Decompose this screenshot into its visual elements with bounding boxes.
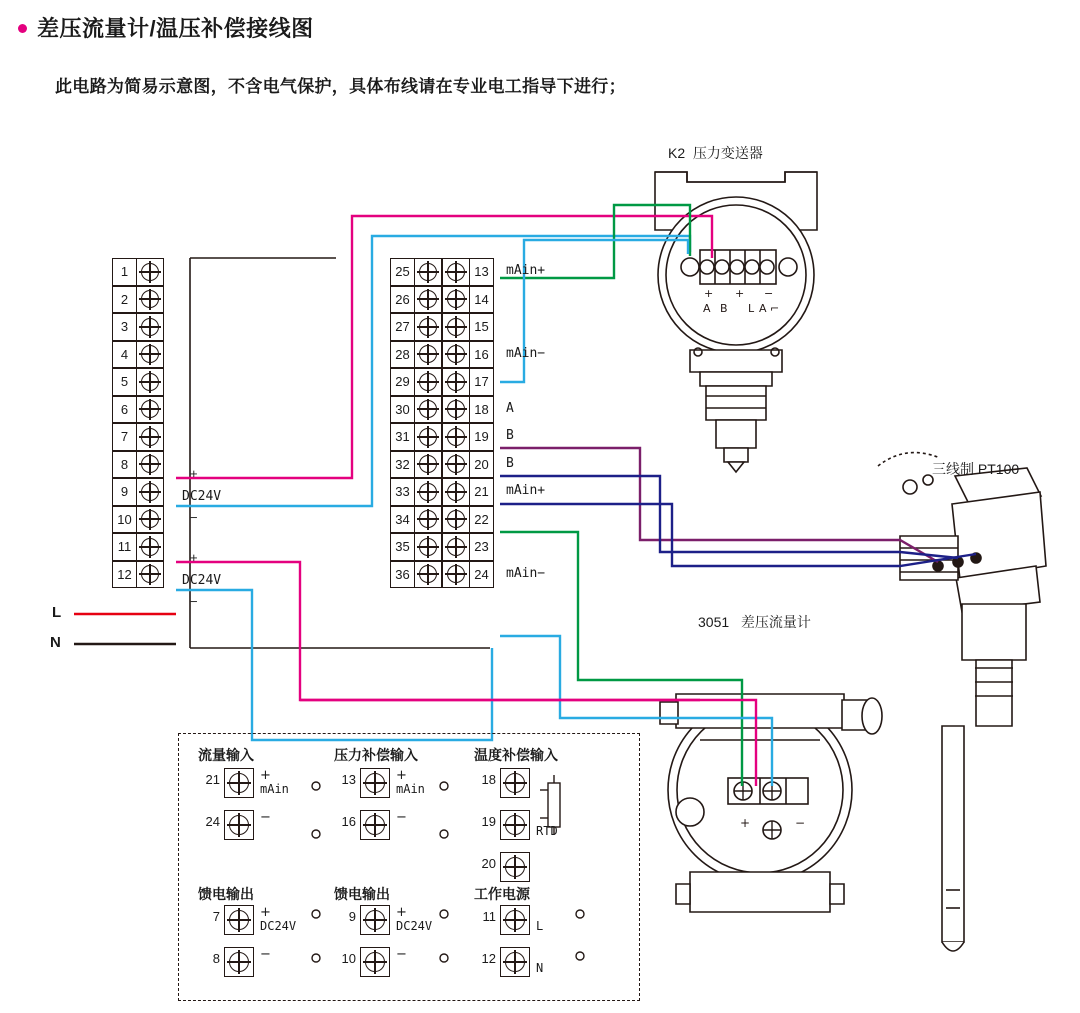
legend-title-3: 馈电输出 — [198, 886, 254, 902]
terminal-row[interactable] — [390, 396, 580, 424]
terminal-row[interactable] — [112, 341, 190, 369]
legend-terminal-row — [332, 768, 482, 800]
terminal-row[interactable] — [112, 258, 190, 286]
left-ann-10-sign: − — [190, 594, 198, 609]
terminal-row[interactable] — [390, 423, 580, 451]
terminal-ring-right-icon — [447, 483, 465, 501]
terminal-ring-icon — [141, 538, 159, 556]
terminal-number-left: 31 — [390, 423, 414, 451]
left-ann-7-text: DC24V — [182, 489, 222, 504]
legend-terminal-note: mAin — [396, 782, 425, 796]
legend-terminal-row — [332, 905, 482, 937]
terminal-number-right: 14 — [470, 286, 494, 314]
terminal-ring-icon — [141, 318, 159, 336]
terminal-row[interactable] — [390, 341, 580, 369]
rtd-device — [878, 453, 1046, 951]
terminal-row[interactable] — [390, 368, 580, 396]
legend-terminal-row — [472, 768, 622, 800]
legend-terminal-number: 12 — [481, 951, 496, 966]
legend-terminal-row — [472, 947, 622, 979]
terminal-ring-right-icon — [447, 510, 465, 528]
terminal-signal-label: A — [506, 400, 514, 416]
legend-terminal-ring-icon — [229, 773, 249, 793]
terminal-ring-right-icon — [447, 290, 465, 308]
legend-terminal-number: 24 — [205, 814, 220, 829]
terminal-number-right: 24 — [470, 561, 494, 589]
mains-l-label: L — [52, 604, 62, 621]
legend-terminal-row — [472, 810, 622, 842]
terminal-ring-right-icon — [447, 373, 465, 391]
terminal-ring-right-icon — [447, 455, 465, 473]
terminal-number-left: 26 — [390, 286, 414, 314]
legend-terminal-ring-icon — [365, 815, 385, 835]
terminal-ring-icon — [141, 290, 159, 308]
terminal-ring-right-icon — [447, 565, 465, 583]
terminal-number-right: 16 — [470, 341, 494, 369]
legend-terminal-sign: + — [260, 905, 271, 920]
terminal-number-right: 17 — [470, 368, 494, 396]
terminal-number-left: 33 — [390, 478, 414, 506]
terminal-row[interactable] — [112, 396, 190, 424]
legend-terminal-number: 18 — [481, 772, 496, 787]
terminal-row[interactable] — [390, 286, 580, 314]
legend-terminal-number: 13 — [341, 772, 356, 787]
terminal-ring-icon — [141, 565, 159, 583]
terminal-number: 6 — [112, 396, 136, 424]
legend-terminal-row — [472, 852, 622, 884]
terminal-number: 7 — [112, 423, 136, 451]
legend-terminal-sign: + — [396, 905, 407, 920]
wire-cyan-4 — [176, 590, 492, 740]
legend-terminal-number: 10 — [341, 951, 356, 966]
terminal-number-left: 32 — [390, 451, 414, 479]
terminal-number: 3 — [112, 313, 136, 341]
terminal-ring-left-icon — [419, 373, 437, 391]
terminal-signal-label: mAin− — [506, 565, 546, 581]
terminal-number-left: 25 — [390, 258, 414, 286]
legend-terminal-sign: − — [260, 810, 271, 825]
legend-terminal-note: DC24V — [260, 919, 297, 933]
legend-terminal-row — [332, 947, 482, 979]
rtd-caption: 三线制 PT100 — [932, 461, 1020, 477]
legend-terminal-ring-icon — [365, 952, 385, 972]
left-terminal-block[interactable] — [112, 258, 190, 588]
svg-text:B: B — [720, 302, 728, 315]
terminal-number-right: 15 — [470, 313, 494, 341]
legend-terminal-ring-icon — [505, 773, 525, 793]
fm-tag: 3051 — [698, 614, 730, 630]
pt-tag: K2 — [668, 145, 686, 161]
legend-title-4: 馈电输出 — [334, 886, 390, 902]
terminal-number-right: 21 — [470, 478, 494, 506]
subtitle-text: 此电路为简易示意图，不含电气保护，具体布线请在专业电工指导下进行； — [55, 77, 626, 96]
svg-text:L: L — [748, 302, 755, 315]
left-ann-9-sign: + — [190, 550, 198, 565]
legend-terminal-ring-icon — [505, 815, 525, 835]
mains-n-label: N — [50, 634, 61, 651]
legend-terminal-ring-icon — [229, 952, 249, 972]
terminal-number: 4 — [112, 341, 136, 369]
legend-terminal-sign: − — [396, 810, 407, 825]
terminal-row[interactable] — [390, 258, 580, 286]
terminal-ring-left-icon — [419, 565, 437, 583]
terminal-ring-right-icon — [447, 318, 465, 336]
terminal-number: 8 — [112, 451, 136, 479]
terminal-number: 5 — [112, 368, 136, 396]
svg-text:A: A — [703, 302, 711, 315]
svg-text:−: − — [764, 287, 774, 300]
terminal-number: 1 — [112, 258, 136, 286]
legend-terminal-note: L — [536, 919, 544, 933]
terminal-ring-icon — [141, 428, 159, 446]
terminal-number: 12 — [112, 561, 136, 589]
terminal-number: 2 — [112, 286, 136, 314]
svg-text:+: + — [740, 816, 751, 830]
terminal-ring-left-icon — [419, 263, 437, 281]
legend-title-0: 流量输入 — [198, 747, 254, 763]
legend-terminal-number: 11 — [482, 909, 496, 924]
mid-terminal-block[interactable] — [390, 258, 580, 588]
svg-text:A: A — [759, 302, 767, 315]
legend-terminal-row — [472, 905, 622, 937]
pt-name: 压力变送器 — [692, 145, 763, 161]
legend-terminal-number: 8 — [212, 951, 220, 966]
terminal-number-left: 34 — [390, 506, 414, 534]
terminal-number-right: 18 — [470, 396, 494, 424]
legend-terminal-ring-icon — [505, 910, 525, 930]
terminal-ring-icon — [141, 400, 159, 418]
legend-terminal-ring-icon — [365, 910, 385, 930]
legend-terminal-sign: + — [260, 768, 271, 783]
terminal-number-right: 13 — [470, 258, 494, 286]
terminal-row[interactable] — [112, 506, 190, 534]
terminal-ring-icon — [141, 345, 159, 363]
legend-terminal-row — [332, 810, 482, 842]
legend-terminal-row — [196, 768, 346, 800]
terminal-number: 10 — [112, 506, 136, 534]
terminal-row[interactable] — [112, 478, 190, 506]
legend-terminal-number: 9 — [348, 909, 356, 924]
terminal-ring-right-icon — [447, 400, 465, 418]
terminal-row[interactable] — [390, 313, 580, 341]
terminal-row[interactable] — [390, 506, 580, 534]
legend-terminal-ring-icon — [505, 952, 525, 972]
title-text: 差压流量计/温压补偿接线图 — [37, 16, 314, 41]
legend-title-5: 工作电源 — [474, 886, 530, 902]
terminal-ring-right-icon — [447, 263, 465, 281]
terminal-signal-label: mAin+ — [506, 483, 546, 498]
legend-terminal-ring-icon — [229, 815, 249, 835]
svg-text:+: + — [735, 287, 745, 300]
terminal-signal-label: mAin+ — [506, 263, 546, 278]
terminal-number-left: 36 — [390, 561, 414, 589]
legend-terminal-row — [196, 905, 346, 937]
legend-terminal-sign: + — [396, 768, 407, 783]
legend-terminal-sign: − — [396, 947, 407, 962]
left-ann-8-sign: − — [190, 510, 198, 525]
terminal-row[interactable] — [112, 313, 190, 341]
terminal-ring-icon — [141, 455, 159, 473]
terminal-number-left: 27 — [390, 313, 414, 341]
legend-terminal-number: 21 — [205, 772, 220, 787]
terminal-row[interactable] — [390, 533, 580, 561]
svg-text:−: − — [795, 816, 806, 830]
terminal-number-right: 20 — [470, 451, 494, 479]
pressure-transmitter-caption — [668, 143, 763, 163]
legend-terminal-ring-icon — [505, 857, 525, 877]
terminal-row[interactable] — [112, 368, 190, 396]
legend-terminal-sign: − — [260, 947, 271, 962]
legend-terminal-number: 19 — [481, 814, 496, 829]
legend-terminal-ring-icon — [365, 773, 385, 793]
terminal-number-right: 23 — [470, 533, 494, 561]
terminal-ring-left-icon — [419, 538, 437, 556]
fm-name: 差压流量计 — [740, 614, 811, 630]
terminal-number-left: 35 — [390, 533, 414, 561]
terminal-row[interactable] — [112, 451, 190, 479]
terminal-ring-left-icon — [419, 345, 437, 363]
terminal-row[interactable] — [112, 533, 190, 561]
terminal-number-right: 19 — [470, 423, 494, 451]
terminal-ring-left-icon — [419, 318, 437, 336]
legend-terminal-number: 20 — [481, 856, 496, 871]
terminal-number: 9 — [112, 478, 136, 506]
legend-terminal-note: DC24V — [396, 919, 433, 933]
svg-text:+: + — [704, 287, 714, 300]
terminal-row[interactable] — [112, 561, 190, 589]
terminal-ring-left-icon — [419, 290, 437, 308]
legend-title-2: 温度补偿输入 — [474, 747, 558, 763]
legend-terminal-row — [196, 947, 346, 979]
terminal-row[interactable] — [112, 286, 190, 314]
terminal-row[interactable] — [390, 561, 580, 589]
terminal-number-right: 22 — [470, 506, 494, 534]
terminal-ring-left-icon — [419, 483, 437, 501]
legend-terminal-note: N — [536, 961, 544, 975]
legend-terminal-note: RTD — [536, 824, 558, 838]
terminal-ring-right-icon — [447, 345, 465, 363]
terminal-ring-right-icon — [447, 538, 465, 556]
legend-terminal-note: mAin — [260, 782, 289, 796]
legend-title-1: 压力补偿输入 — [334, 747, 418, 763]
legend-terminal-ring-icon — [229, 910, 249, 930]
terminal-ring-left-icon — [419, 455, 437, 473]
terminal-row[interactable] — [390, 451, 580, 479]
terminal-signal-label: B — [506, 428, 514, 443]
terminal-ring-right-icon — [447, 428, 465, 446]
terminal-signal-label: B — [506, 455, 514, 471]
terminal-ring-icon — [141, 373, 159, 391]
legend-terminal-number: 7 — [212, 909, 220, 924]
terminal-ring-icon — [141, 510, 159, 528]
terminal-signal-label: mAin− — [506, 345, 546, 361]
left-ann-7-sign: + — [190, 466, 198, 481]
terminal-ring-left-icon — [419, 428, 437, 446]
left-ann-9-text: DC24V — [182, 573, 222, 588]
terminal-number-left: 30 — [390, 396, 414, 424]
terminal-ring-icon — [141, 263, 159, 281]
flow-meter-caption — [698, 612, 811, 632]
svg-text:⌐: ⌐ — [770, 302, 780, 315]
terminal-ring-left-icon — [419, 510, 437, 528]
terminal-number-left: 28 — [390, 341, 414, 369]
terminal-number-left: 29 — [390, 368, 414, 396]
terminal-row[interactable] — [112, 423, 190, 451]
terminal-row[interactable] — [390, 478, 580, 506]
terminal-ring-left-icon — [419, 400, 437, 418]
legend-terminal-row — [196, 810, 346, 842]
legend-terminal-number: 16 — [341, 814, 356, 829]
terminal-ring-icon — [141, 483, 159, 501]
terminal-number: 11 — [112, 533, 136, 561]
